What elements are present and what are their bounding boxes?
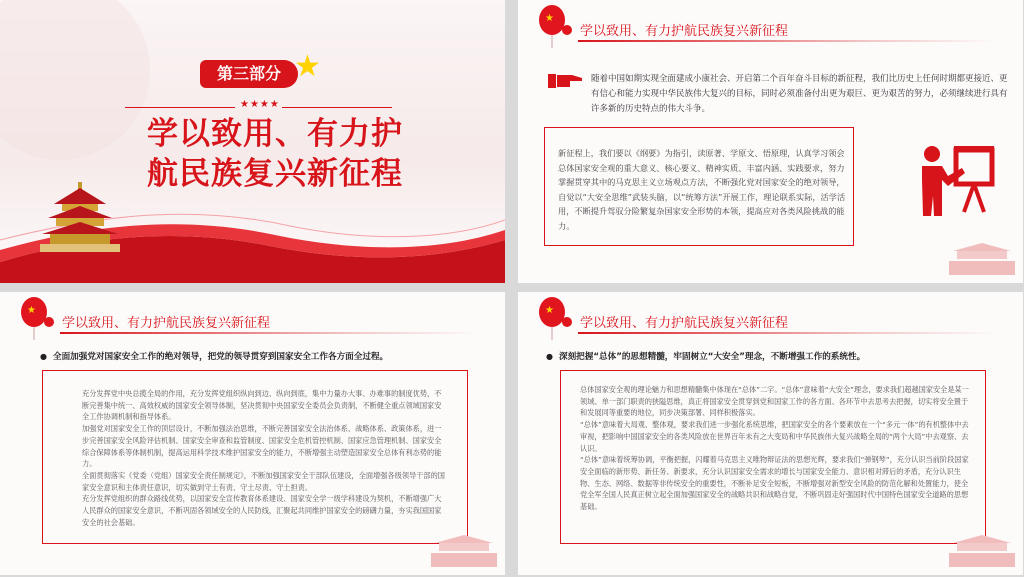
content-box-text: 新征程上，我们要以《纲要》为指引，读原著、学原文、悟原理，认真学习领会总体国家安全观的重大意义、核心要义、精神实质、丰富内涵、实践要求，努力掌握贯穿其中的马克思主义立场观点方法，不断强化党对国家安全的绝对领导，自觉以“大安全思维”武装头脑，以“统筹方法”开展工作，理论联系实际，活学活用，不断提升驾驭分险繁复杂国家安全形势的本领，提高应对各类风险挑战的能力。 <box>558 148 846 231</box>
cover-title <box>105 114 445 194</box>
tiananmen-gate-icon <box>947 241 1017 275</box>
svg-text:★: ★ <box>545 305 554 316</box>
list-item: 充分发挥党中央总揽全局的作用，充分发挥党组织纵向到边、纵向到底，集中力量办大事、办难事的制度优势，不断完善集中统一、高效权威的国家安全领导体制，坚决贯彻中央国家安全委员会负责制，不断健全重点领域国家安全工作协调机制和指导体系。 <box>82 389 442 422</box>
slide-3-content[interactable] <box>0 292 505 575</box>
slide-2-content[interactable] <box>518 0 1023 283</box>
tiananmen-gate-icon <box>429 533 499 567</box>
header-underline <box>578 40 998 42</box>
key-point-bullet: ● 全面加强党对国家安全工作的绝对领导，把党的领导贯穿到国家安全工作各方面全过程。 <box>40 350 388 362</box>
flag-balloon-icon <box>536 296 574 340</box>
content-list <box>82 388 446 528</box>
slide-4-content[interactable] <box>518 292 1023 575</box>
list-item: 全面贯彻落实《党委（党组）国家安全责任制规定》，不断加强国家安全干部队伍建设，全面增强各级领导干部的国家安全意识和主体责任意识，切实做到守土有责、守土尽责、守土担责。 <box>82 470 445 492</box>
list-item: “总体”意味着统筹协调，平衡把握，闪耀着马克思主义唯物辩证法的思想光辉，要求我们“弹钢琴”，充分认识当前阶段国家安全面临的新形势、新任务、新要求，充分认识国家安全需求的增长与国家安全能力、意识相对滞后的矛盾，充分认识生物、生态、网络、数据等非传统安全的重要性，不断补足安全短板，不断增强对新型安全风险的防范化解和处置能力，使全党全军全国人民真正树立起全面加强国家安全的战略共识和战略自觉，不断巩固走好强国时代中国特色国家安全道路的思想基础。 <box>580 455 969 512</box>
list-item: “总体”意味着大局观、整体观，要求我们进一步强化系统思维，把国家安全的各个要素放在一个“多元一体”的有机整体中去审视，把影响中国国家安全的各类风险放在世界百年未有之大变局和中华民族伟大复兴战略全局的“两个大局”中去观察、去认识。 <box>580 420 969 453</box>
svg-text:★: ★ <box>545 13 554 24</box>
pointing-hand-icon <box>548 72 584 90</box>
list-item: 总体国家安全观的理论魅力和思想精髓集中体现在“总体”二字。“总体”意味着“大安全”理念，要求我们超越国家安全是某一领域、单一部门职责的狭隘思维，真正将国家安全贯穿到党和国家工作的各方面、各环节中去思考去把握，切实将安全置于和发展同等重要的地位，同步决策部署、同样积极落实。 <box>580 385 969 418</box>
svg-text:★: ★ <box>27 305 36 316</box>
content-list <box>580 384 972 513</box>
header-underline <box>60 332 480 334</box>
list-item: 加强党对国家安全工作的顶层设计，不断加强法治思维，不断完善国家安全法治体系、战略体系、政策体系，进一步完善国家安全风险评估机制、国家安全审查和监管制度、国家安全危机管控机制、国家应急管理机制、国家安全综合保障体系等体制机制，提高运用科学技术维护国家安全的能力，不断增强主动塑造国家安全总体有利态势的能力。 <box>82 424 442 469</box>
list-item: 充分发挥党组织的群众路线优势，以国家安全宣传教育体系建设、国家安全学一级学科建设为契机，不断增强广大人民群众的国家安全意识，不断巩固各领域安全的人民防线，汇聚起共同维护国家安全的磅礴力量，夯实我国国家安全的社会基础。 <box>82 494 442 527</box>
header-underline <box>578 332 998 334</box>
section-tag: 第三部分 <box>200 60 298 88</box>
divider-left <box>125 107 235 108</box>
stars-decoration: ★★★★ <box>240 99 280 110</box>
flag-balloon-icon <box>536 4 574 48</box>
tiananmen-gate-icon <box>947 533 1017 567</box>
divider-right <box>282 107 392 108</box>
star-icon: ★ <box>294 49 321 84</box>
slide-1-section-cover[interactable] <box>0 0 505 283</box>
flag-balloon-icon <box>18 296 56 340</box>
slide-header-title: 学以致用、有力护航民族复兴新征程 <box>580 24 789 39</box>
intro-paragraph: 随着中国如期实现全面建成小康社会、开启第二个百年奋斗目标的新征程，我们比历史上任何时期都更接近、更有信心和能力实现中华民族伟大复兴的目标，同时必须准备付出更为艰巨、更为艰苦的努力，必须继续进行具有许多新的历史特点的伟大斗争。 <box>591 74 1008 114</box>
key-point-bullet: ● 深刻把握“总体”的思想精髓，牢固树立“大安全”理念，不断增强工作的系统性。 <box>546 350 865 362</box>
cover-title-line-1: 学以致用、有力护 <box>147 116 403 152</box>
slide-header-title: 学以致用、有力护航民族复兴新征程 <box>62 316 271 331</box>
presenter-board-icon <box>918 140 998 220</box>
slide-header-title: 学以致用、有力护航民族复兴新征程 <box>580 316 789 331</box>
cover-title-line-2: 航民族复兴新征程 <box>147 156 403 192</box>
